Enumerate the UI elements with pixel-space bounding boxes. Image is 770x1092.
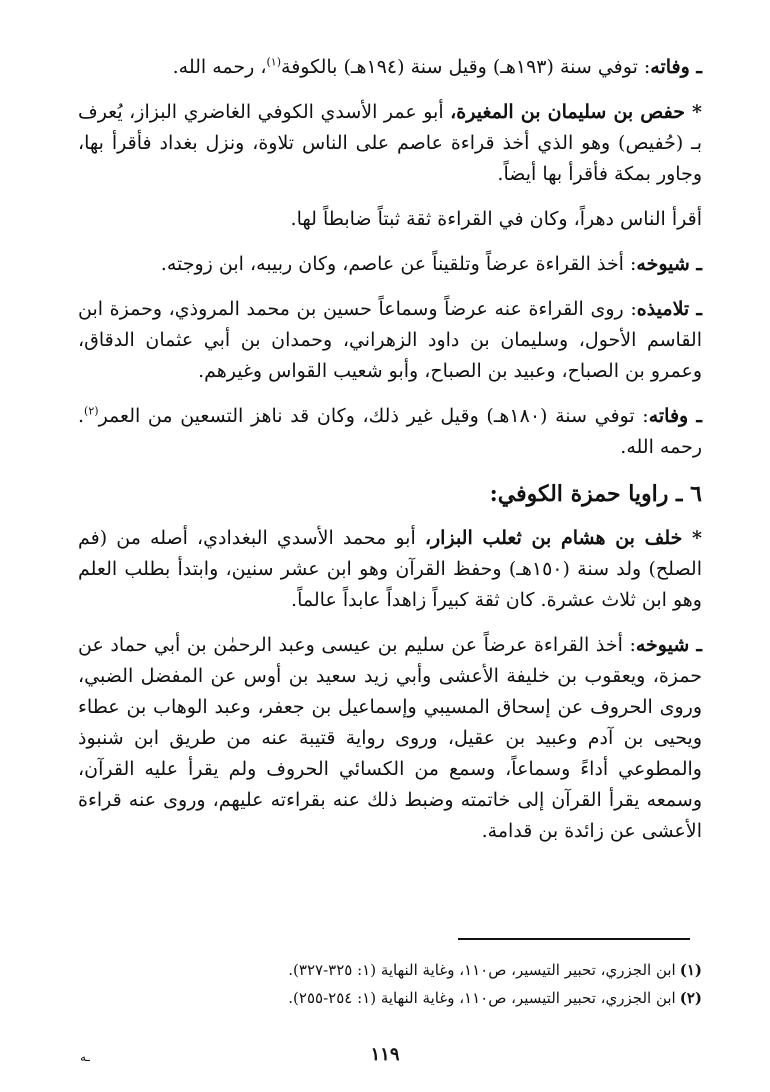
death-text: : توفي سنة (١٩٣هـ) وقيل سنة (١٩٤هـ) بالكوفة — [281, 56, 651, 78]
paragraph-death-1 — [78, 52, 702, 83]
paragraph-hafs-students — [78, 294, 702, 387]
footnote-1-text: ابن الجزري، تحبير التيسير، ص١١٠، وغاية النهاية (١: ٣٢٥-٣٢٧). — [288, 961, 676, 979]
section-heading: ٦ ـ راويا حمزة الكوفي: — [489, 481, 702, 507]
teachers-text: : أخذ القراءة عرضاً وتلقيناً عن عاصم، وكان ربيبه، ابن زوجته. — [160, 253, 637, 275]
death-tail: ، رحمه الله. — [172, 56, 267, 78]
paragraph-khalaf-bio — [78, 523, 702, 616]
footnote-2 — [78, 984, 702, 1012]
students-label: ـ تلاميذه — [636, 298, 702, 320]
paragraph-hafs-bio — [78, 97, 702, 190]
footnote-divider — [458, 938, 690, 940]
footnote-ref-2[interactable]: (٢) — [84, 404, 99, 418]
paragraph-hafs-teachers — [78, 249, 702, 280]
footnote-1 — [78, 956, 702, 984]
khalaf-teachers-text: : أخذ القراءة عرضاً عن سليم بن عيسى وعبد الرحمٰن بن أبي حماد عن حمزة، ويعقوب بن خليفة الأعشى وأبي زيد سعيد بن أوس عن المفضل الضبي، وروى الحروف عن إسحاق المسيبي وإسماعيل بن جعفر، وعبد الوهاب بن عطاء ويحيى بن آدم وعبيد بن عقيل، وروى رواية قتيبة عنه من طريق ابن شنبوذ والمطوعي أداءً وسماعاً، وسمع من الكسائي الحروف ولم يقرأ عليه القرآن، وسمعه يقرأ القرآن إلى خاتمته وضبط ذلك عنه بقراءته عليهم، وروى عنه قراءة الأعشى عن زائدة بن قدامة. — [78, 634, 702, 842]
footnote-2-text: ابن الجزري، تحبير التيسير، ص١١٠، وغاية النهاية (١: ٢٥٤-٢٥٥). — [288, 989, 676, 1007]
death-label-2: ـ وفاته — [648, 405, 703, 427]
teachers-label: ـ شيوخه — [636, 253, 702, 275]
page-number: ١١٩ — [370, 1044, 400, 1065]
footnotes — [78, 956, 702, 1012]
corner-mark: ـه — [80, 1050, 90, 1064]
khalaf-teachers-label: ـ شيوخه — [635, 634, 702, 656]
footnote-2-number: (٢) — [679, 989, 702, 1007]
death-label: ـ وفاته — [650, 56, 702, 78]
khalaf-name: * خلف بن هشام بن ثعلب البزار، — [424, 527, 702, 549]
death-text-2: : توفي سنة (١٨٠هـ) وقيل غير ذلك، وكان قد ناهز التسعين من العمر — [98, 405, 649, 427]
hafs-name: * حفص بن سليمان بن المغيرة، — [450, 101, 702, 123]
hafs-bio-text: أبو عمر الأسدي الكوفي الغاضري البزاز، يُعرف بـ (حُفيص) وهو الذي أخذ قراءة عاصم على الناس تلاوة، ونزل بغداد فأقرأ بها، وجاور بمكة فأقرأ بها أيضاً. — [78, 101, 702, 185]
paragraph-death-2 — [78, 401, 702, 463]
footnote-1-number: (١) — [679, 961, 702, 979]
students-text: : روى القراءة عنه عرضاً وسماعاً حسين بن محمد المروذي، وحمزة ابن القاسم الأحول، وسليمان بن داود الزهراني، وحمدان بن أبي عثمان الدقاق، وعمرو بن الصباح، وعبيد بن الصباح، وأبو شعيب القواس وغيرهم. — [78, 298, 702, 382]
hafs-teaching-text: أقرأ الناس دهراً، وكان في القراءة ثقة ثبتاً ضابطاً لها. — [290, 208, 702, 230]
paragraph-khalaf-teachers — [78, 630, 702, 847]
khalaf-bio-text: أبو محمد الأسدي البغدادي، أصله من (فم الصلح) ولد سنة (١٥٠هـ) وحفظ القرآن وهو ابن عشر سنين، وابتدأ بطلب العلم وهو ابن ثلاث عشرة. كان ثقة كبيراً زاهداً عابداً عالماً. — [78, 527, 702, 611]
footnote-ref-1[interactable]: (١) — [266, 55, 282, 69]
death-tail-2: . رحمه الله. — [78, 405, 702, 458]
paragraph-hafs-teaching — [78, 204, 702, 235]
